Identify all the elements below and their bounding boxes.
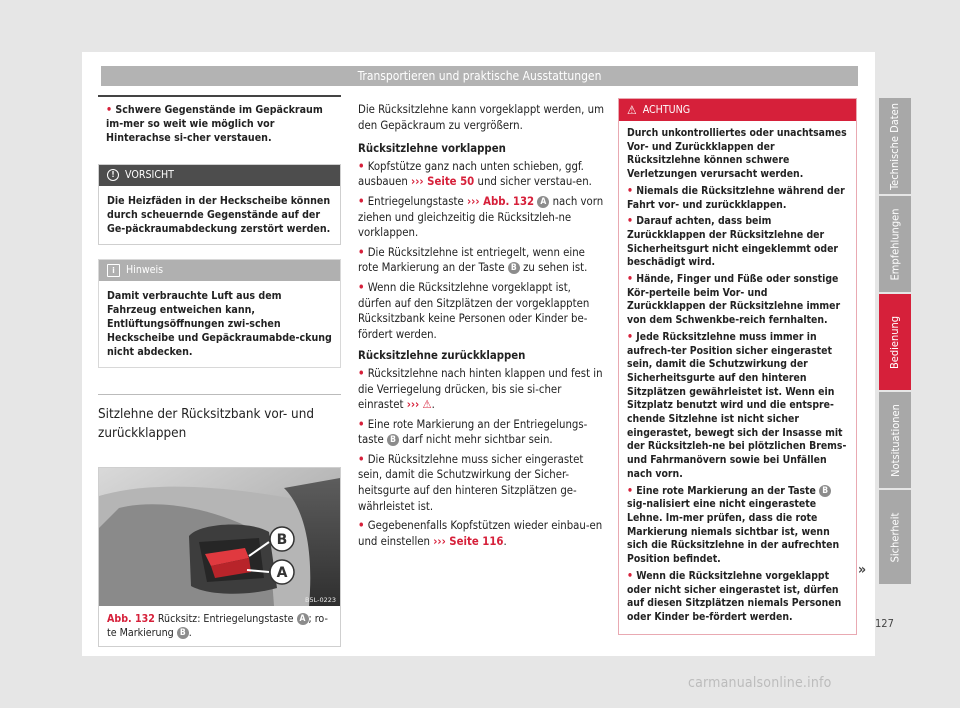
warning-triangle-icon: ⚠ bbox=[422, 398, 432, 412]
tab-technische-daten[interactable]: Technische Daten bbox=[879, 98, 911, 194]
warning-item: • Wenn die Rücksitzlehne vorgeklappt oder nicht sicher eingerastet ist, dürfen auf diesen Sitzplätzen niemals Personen oder Kinder be-fördert werden. bbox=[627, 569, 842, 623]
warning-item: • Niemals die Rücksitzlehne während der Fahrt vor- und zurückklappen. bbox=[627, 184, 845, 211]
figure-code: B5L-0223 bbox=[305, 595, 336, 604]
caption-text-end: . bbox=[188, 627, 192, 640]
link-figure-132[interactable]: ››› Abb. 132 bbox=[466, 194, 535, 208]
list-item: • Die Rücksitzlehne ist entriegelt, wenn eine rote Markierung an der Taste B zu sehen ist. bbox=[358, 245, 588, 275]
intro-paragraph: Die Rücksitzlehne kann vorgeklappt werden, um den Gepäckraum zu vergrößern. bbox=[358, 103, 604, 132]
hint-header bbox=[99, 260, 340, 281]
key-b-icon: B bbox=[508, 262, 520, 274]
link-page-116[interactable]: ››› Seite 116 bbox=[433, 534, 504, 548]
figure-label-a: A bbox=[276, 564, 288, 581]
figure-132 bbox=[98, 467, 341, 648]
caption-text: Rücksitz: Entriegelungstaste bbox=[157, 612, 294, 625]
column-middle bbox=[358, 102, 604, 553]
list-item: • Eine rote Markierung an der Entriegelungs-taste B darf nicht mehr sichtbar sein. bbox=[358, 417, 588, 447]
link-warning[interactable]: ››› bbox=[406, 398, 420, 412]
hint-title: Hinweis bbox=[126, 263, 164, 276]
warning-item: • Hände, Finger und Füße oder sonstige Kör-perteile beim Vor- und Zurückklappen der Rücksitzlehne immer von dem Schwenkbe-reich fernhalten. bbox=[627, 273, 841, 327]
warning-item: • Eine rote Markierung an der Taste B sig-nalisiert eine nicht eingerastete Lehne. Im-mer prüfen, dass die rote Markierung niemals sichtbar ist, wenn sich die Rücksitzlehne in der aufrechten Position befindet. bbox=[627, 484, 840, 566]
subheading-fold-forward: Rücksitzlehne vorklappen bbox=[358, 142, 506, 156]
warning-item: • Darauf achten, dass beim Zurückklappen der Rücksitzlehne der Sicherheitsgurt nicht eingeklemmt oder beschädigt wird. bbox=[627, 215, 839, 269]
key-b-icon: B bbox=[387, 434, 399, 446]
list-item: • Rücksitzlehne nach hinten klappen und fest in die Verriegelung drücken, bis sie si-cher einrastet ››› ⚠. bbox=[358, 366, 603, 412]
key-a-icon: A bbox=[537, 196, 549, 208]
caption-figure-number: Abb. 132 bbox=[107, 612, 155, 625]
hint-box bbox=[98, 259, 341, 368]
list-item: • Entriegelungstaste ››› Abb. 132 A nach vorn ziehen und gleichzeitig die Rücksitzleh-ne vorklappen. bbox=[358, 194, 604, 240]
bullet-note-text: Schwere Gegenstände im Gepäckraum im-mer so weit wie möglich vor Hinterachse si-cher verstauen. bbox=[106, 104, 323, 145]
column-left bbox=[98, 95, 341, 647]
caution-header bbox=[99, 165, 340, 186]
warning-triangle-icon: ⚠ bbox=[627, 103, 637, 117]
bullet-icon: • bbox=[106, 104, 113, 116]
column-right bbox=[618, 98, 857, 635]
list-item: • Gegebenenfalls Kopfstützen wieder einbau-en und einstellen ››› Seite 116. bbox=[358, 519, 603, 548]
chapter-tabs bbox=[879, 98, 911, 584]
key-a-icon: A bbox=[297, 613, 309, 625]
tab-bedienung[interactable]: Bedienung bbox=[879, 294, 911, 390]
warning-body bbox=[619, 121, 856, 634]
continued-arrow-icon: » bbox=[858, 562, 867, 578]
list-item: • Wenn die Rücksitzlehne vorgeklappt ist, dürfen auf den Sitzplätzen der vorgeklappten Rücksitzbank keine Personen oder Kinder be-fördert werden. bbox=[358, 280, 590, 341]
section-title: Sitzlehne der Rücksitzbank vor- und zurückklappen bbox=[98, 394, 341, 443]
page-header: Transportieren und praktische Ausstattungen bbox=[101, 66, 858, 86]
caption-text-mid: ; ro-te Markierung bbox=[107, 612, 328, 640]
caution-text: Die Heizfäden in der Heckscheibe können durch scheuernde Gegenstände auf der Ge-päckraumabdeckung zerstört werden. bbox=[107, 194, 331, 235]
warning-title: ACHTUNG bbox=[642, 104, 691, 116]
key-b-icon: B bbox=[177, 627, 189, 639]
tab-notsituationen[interactable]: Notsituationen bbox=[879, 392, 911, 488]
list-item: • Kopfstütze ganz nach unten schieben, ggf. ausbauen ››› Seite 50 und sicher verstau-en. bbox=[358, 159, 592, 189]
figure-caption bbox=[99, 606, 340, 647]
page-number: 127 bbox=[875, 617, 894, 630]
key-b-icon: B bbox=[819, 485, 831, 497]
hint-text: Damit verbrauchte Luft aus dem Fahrzeug entweichen kann, Entlüftungsöffnungen zwi-schen Heckscheibe und Gepäckraumabde-ckung nicht abdecken. bbox=[107, 289, 332, 358]
link-page-50[interactable]: ››› Seite 50 bbox=[411, 175, 475, 189]
figure-label-b: B bbox=[276, 531, 288, 548]
caution-box bbox=[98, 164, 341, 245]
warning-intro: Durch unkontrolliertes oder unachtsames Vor- und Zurückklappen der Rücksitzlehne können schwere Verletzungen verursacht werden. bbox=[627, 127, 847, 181]
watermark: carmanualsonline.info bbox=[688, 675, 832, 691]
info-icon: i bbox=[107, 264, 120, 277]
caution-circle-icon: ! bbox=[107, 169, 119, 181]
tab-empfehlungen[interactable]: Empfehlungen bbox=[879, 196, 911, 292]
subheading-fold-back: Rücksitzlehne zurückklappen bbox=[358, 349, 526, 363]
seat-release-illustration bbox=[99, 468, 340, 606]
bullet-note bbox=[98, 95, 341, 150]
warning-item: • Jede Rücksitzlehne muss immer in aufrech-ter Position sicher eingerastet sein, damit die Schutzwirkung der Sicherheitsgurte auf den hinteren Sitzplätzen gewährleistet ist. Wenn ein Sitzplatz benutzt wird und die entspre-chende Sitzlehne ist nicht sicher eingerastet, bewegt sich der Insasse mit der Rücksitzleh-ne bei plötzlichen Brems- und Fahrmanövern sowie bei Unfällen nach vorn. bbox=[627, 330, 847, 480]
warning-box bbox=[618, 98, 857, 635]
warning-header bbox=[619, 99, 856, 121]
list-item: • Die Rücksitzlehne muss sicher eingerastet sein, damit die Schutzwirkung der Sicher-heitsgurte auf den hinteren Sitzplätzen ge-währleistet ist. bbox=[358, 452, 584, 513]
caution-title: VORSICHT bbox=[125, 168, 174, 181]
tab-sicherheit[interactable]: Sicherheit bbox=[879, 490, 911, 584]
